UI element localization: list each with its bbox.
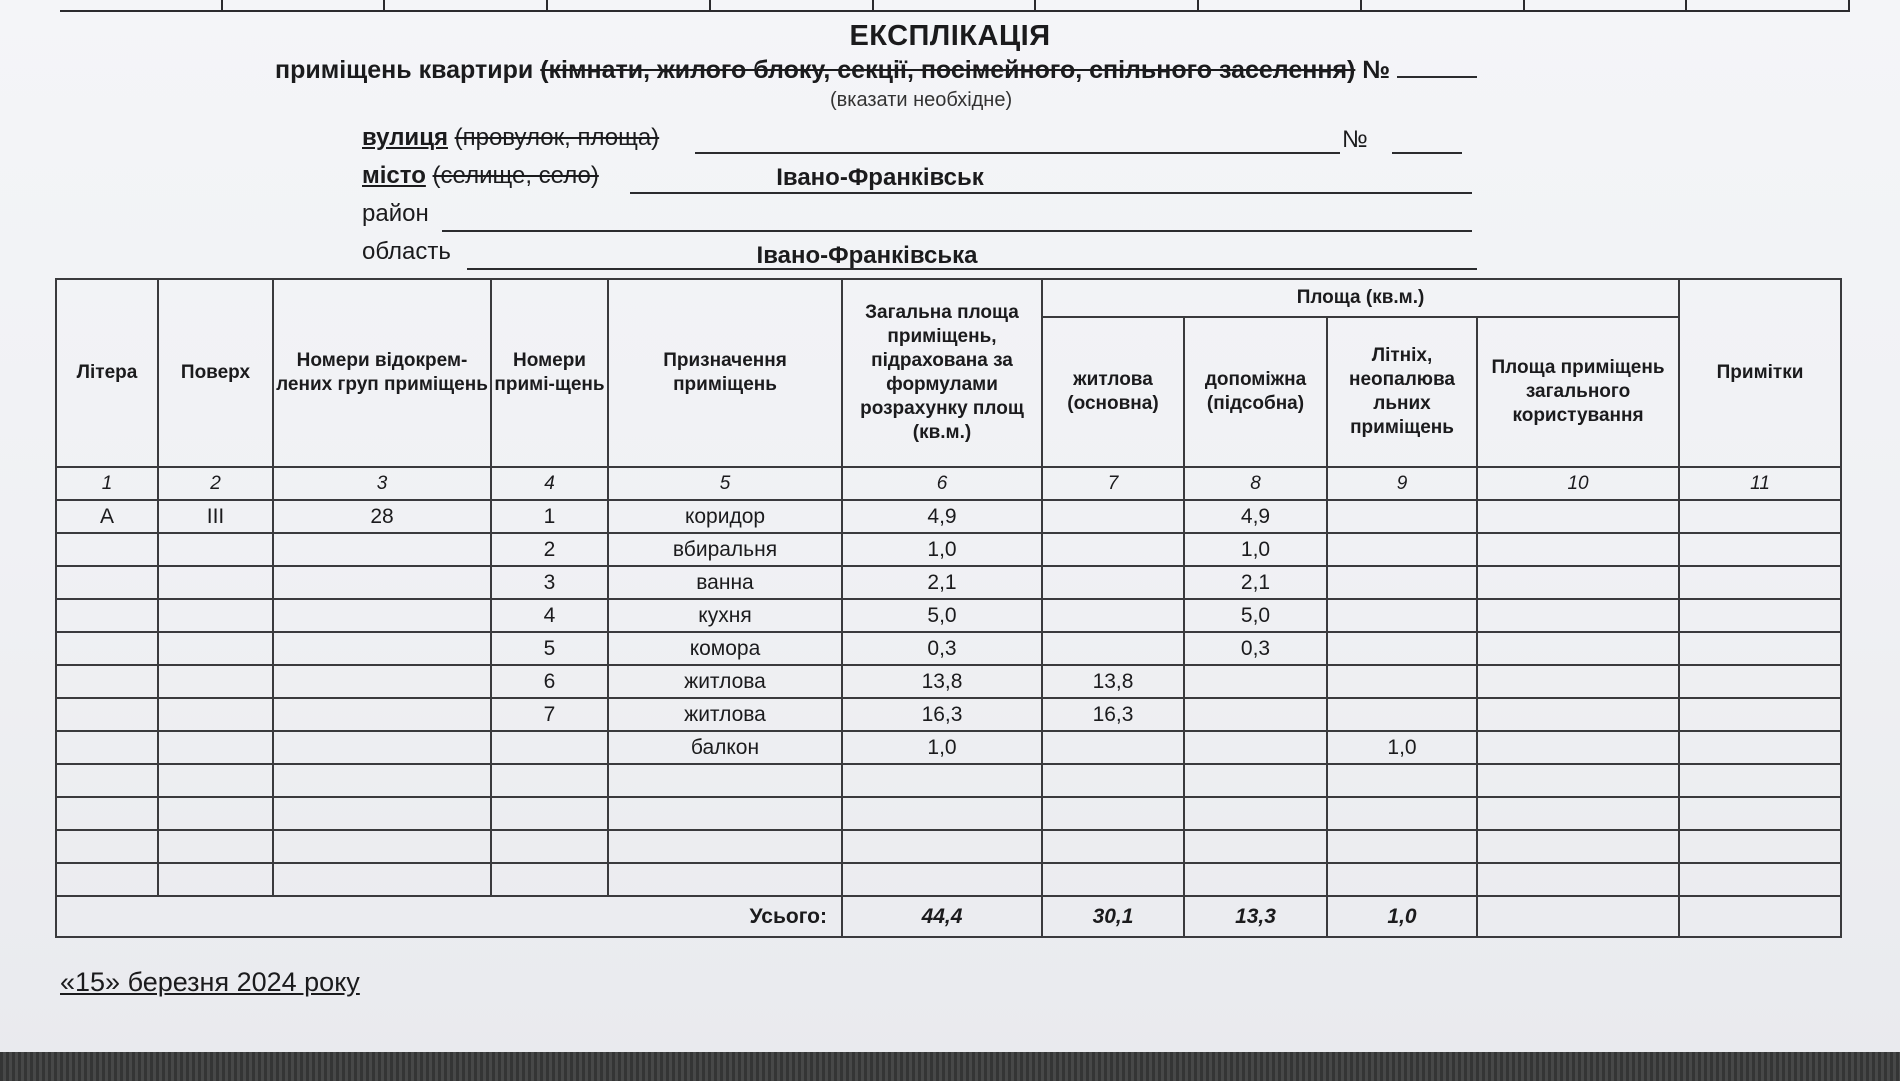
column-number: 6 (842, 467, 1042, 500)
floor-cell: III (158, 500, 273, 533)
room-number-cell: 4 (491, 599, 608, 632)
room-number-cell (491, 797, 608, 830)
common-area-cell (1477, 698, 1679, 731)
total-area-cell (842, 830, 1042, 863)
table-row (56, 599, 1841, 632)
living-area-cell (1042, 830, 1184, 863)
living-area-cell (1042, 500, 1184, 533)
explication-table (55, 278, 1842, 938)
floor-cell (158, 731, 273, 764)
previous-table-edge (60, 0, 1850, 12)
city-struck-options: (селище, село) (432, 162, 599, 189)
table-row (56, 731, 1841, 764)
header-litera: Літера (56, 279, 158, 467)
group-cell: 28 (273, 500, 491, 533)
district-field (362, 200, 1472, 234)
floor-cell (158, 830, 273, 863)
summer-area-cell (1327, 830, 1477, 863)
living-area-cell (1042, 764, 1184, 797)
totals-living: 30,1 (1042, 896, 1184, 937)
header-groups: Номери відокрем-лених груп приміщень (273, 279, 491, 467)
column-number: 9 (1327, 467, 1477, 500)
litera-cell: А (56, 500, 158, 533)
group-cell (273, 533, 491, 566)
litera-cell (56, 731, 158, 764)
notes-cell (1679, 566, 1841, 599)
region-value: Івано-Франківська (756, 242, 978, 269)
street-field (362, 124, 1462, 158)
table-row (56, 665, 1841, 698)
litera-cell (56, 797, 158, 830)
header-total-area: Загальна площа приміщень, підрахована за формулами розрахунку площ (кв.м.) (842, 279, 1042, 467)
totals-total-area: 44,4 (842, 896, 1042, 937)
floor-cell (158, 764, 273, 797)
house-number-blank (1392, 128, 1462, 154)
summer-area-cell (1327, 632, 1477, 665)
total-area-cell: 1,0 (842, 533, 1042, 566)
room-number-cell (491, 764, 608, 797)
room-number-cell (491, 830, 608, 863)
common-area-cell (1477, 632, 1679, 665)
table-row (56, 632, 1841, 665)
common-area-cell (1477, 566, 1679, 599)
total-area-cell: 5,0 (842, 599, 1042, 632)
column-number: 5 (608, 467, 842, 500)
floor-cell (158, 797, 273, 830)
auxiliary-area-cell (1184, 830, 1327, 863)
purpose-cell: коридор (608, 500, 842, 533)
total-area-cell: 1,0 (842, 731, 1042, 764)
purpose-cell: кухня (608, 599, 842, 632)
table-row (56, 830, 1841, 863)
notes-cell (1679, 698, 1841, 731)
room-number-cell (491, 863, 608, 896)
total-area-cell: 16,3 (842, 698, 1042, 731)
auxiliary-area-cell (1184, 698, 1327, 731)
floor-cell (158, 533, 273, 566)
table-row (56, 863, 1841, 896)
header-area-group: Площа (кв.м.) (1042, 279, 1679, 317)
header-floor: Поверх (158, 279, 273, 467)
purpose-cell: житлова (608, 665, 842, 698)
city-value: Івано-Франківськ (776, 164, 984, 191)
table-row (56, 533, 1841, 566)
auxiliary-area-cell: 0,3 (1184, 632, 1327, 665)
floor-cell (158, 632, 273, 665)
litera-cell (56, 566, 158, 599)
group-cell (273, 731, 491, 764)
auxiliary-area-cell: 1,0 (1184, 533, 1327, 566)
litera-cell (56, 764, 158, 797)
floor-cell (158, 665, 273, 698)
column-number: 10 (1477, 467, 1679, 500)
group-cell (273, 698, 491, 731)
room-number-cell: 5 (491, 632, 608, 665)
living-area-cell (1042, 599, 1184, 632)
purpose-cell: комора (608, 632, 842, 665)
document-subtitle (275, 56, 1477, 85)
subtitle-hint: (вказати необхідне) (830, 89, 1013, 111)
column-number: 8 (1184, 467, 1327, 500)
summer-area-cell (1327, 599, 1477, 632)
living-area-cell (1042, 533, 1184, 566)
purpose-cell: балкон (608, 731, 842, 764)
table-row (56, 500, 1841, 533)
floor-cell (158, 698, 273, 731)
column-number: 4 (491, 467, 608, 500)
totals-common (1477, 896, 1679, 937)
summer-area-cell (1327, 764, 1477, 797)
auxiliary-area-cell: 2,1 (1184, 566, 1327, 599)
common-area-cell (1477, 797, 1679, 830)
header-living: житлова (основна) (1042, 317, 1184, 467)
room-number-cell: 2 (491, 533, 608, 566)
notes-cell (1679, 533, 1841, 566)
auxiliary-area-cell (1184, 731, 1327, 764)
summer-area-cell (1327, 863, 1477, 896)
total-area-cell: 4,9 (842, 500, 1042, 533)
auxiliary-area-cell: 4,9 (1184, 500, 1327, 533)
column-number: 3 (273, 467, 491, 500)
subtitle-lead: приміщень квартири (275, 56, 534, 84)
table-row (56, 764, 1841, 797)
table-row (56, 698, 1841, 731)
street-struck-options: (провулок, площа) (454, 124, 660, 151)
summer-area-cell (1327, 797, 1477, 830)
header-auxiliary: допоміжна (підсобна) (1184, 317, 1327, 467)
notes-cell (1679, 500, 1841, 533)
apartment-number-blank (1397, 58, 1477, 78)
table-row (56, 797, 1841, 830)
group-cell (273, 863, 491, 896)
totals-summer: 1,0 (1327, 896, 1477, 937)
purpose-cell (608, 830, 842, 863)
living-area-cell (1042, 863, 1184, 896)
street-label: вулиця (362, 124, 448, 151)
purpose-cell (608, 764, 842, 797)
living-area-cell: 13,8 (1042, 665, 1184, 698)
total-area-cell (842, 797, 1042, 830)
notes-cell (1679, 863, 1841, 896)
notes-cell (1679, 830, 1841, 863)
summer-area-cell (1327, 665, 1477, 698)
notes-cell (1679, 731, 1841, 764)
common-area-cell (1477, 599, 1679, 632)
totals-notes (1679, 896, 1841, 937)
room-number-cell (491, 731, 608, 764)
common-area-cell (1477, 533, 1679, 566)
header-rooms: Номери примі-щень (491, 279, 608, 467)
totals-auxiliary: 13,3 (1184, 896, 1327, 937)
column-number: 1 (56, 467, 158, 500)
column-number-row (56, 467, 1841, 500)
summer-area-cell (1327, 500, 1477, 533)
subtitle-struck-options: (кімнати, жилого блоку, секції, посімейного, спільного заселення) (540, 56, 1356, 84)
auxiliary-area-cell (1184, 797, 1327, 830)
total-area-cell (842, 863, 1042, 896)
living-area-cell (1042, 731, 1184, 764)
notes-cell (1679, 797, 1841, 830)
living-area-cell: 16,3 (1042, 698, 1184, 731)
litera-cell (56, 632, 158, 665)
totals-row (56, 896, 1841, 937)
common-area-cell (1477, 665, 1679, 698)
city-label: місто (362, 162, 426, 189)
subtitle-number-sign: № (1362, 56, 1391, 84)
district-blank (442, 206, 1472, 232)
room-number-cell: 7 (491, 698, 608, 731)
column-number: 7 (1042, 467, 1184, 500)
table-body (56, 500, 1841, 896)
header-common: Площа приміщень загального користування (1477, 317, 1679, 467)
purpose-cell (608, 797, 842, 830)
common-area-cell (1477, 500, 1679, 533)
living-area-cell (1042, 797, 1184, 830)
notes-cell (1679, 599, 1841, 632)
summer-area-cell (1327, 698, 1477, 731)
header-purpose: Призначення приміщень (608, 279, 842, 467)
region-field (362, 238, 1477, 272)
house-number-sign: № (1342, 126, 1368, 153)
group-cell (273, 764, 491, 797)
room-number-cell: 6 (491, 665, 608, 698)
auxiliary-area-cell (1184, 665, 1327, 698)
common-area-cell (1477, 830, 1679, 863)
document-title: ЕКСПЛІКАЦІЯ (849, 20, 1051, 52)
living-area-cell (1042, 632, 1184, 665)
document-date: «15» березня 2024 року (60, 967, 360, 997)
group-cell (273, 632, 491, 665)
region-label: область (362, 238, 451, 265)
floor-cell (158, 566, 273, 599)
purpose-cell: ванна (608, 566, 842, 599)
total-area-cell: 2,1 (842, 566, 1042, 599)
auxiliary-area-cell (1184, 764, 1327, 797)
purpose-cell: вбиральня (608, 533, 842, 566)
group-cell (273, 797, 491, 830)
summer-area-cell: 1,0 (1327, 731, 1477, 764)
totals-label: Усього: (56, 896, 842, 937)
living-area-cell (1042, 566, 1184, 599)
litera-cell (56, 830, 158, 863)
group-cell (273, 830, 491, 863)
notes-cell (1679, 632, 1841, 665)
background-surface (0, 1052, 1900, 1081)
group-cell (273, 599, 491, 632)
purpose-cell (608, 863, 842, 896)
litera-cell (56, 863, 158, 896)
floor-cell (158, 599, 273, 632)
summer-area-cell (1327, 533, 1477, 566)
room-number-cell: 1 (491, 500, 608, 533)
auxiliary-area-cell: 5,0 (1184, 599, 1327, 632)
common-area-cell (1477, 863, 1679, 896)
room-number-cell: 3 (491, 566, 608, 599)
common-area-cell (1477, 764, 1679, 797)
total-area-cell: 13,8 (842, 665, 1042, 698)
column-number: 2 (158, 467, 273, 500)
street-blank (695, 128, 1340, 154)
litera-cell (56, 698, 158, 731)
floor-cell (158, 863, 273, 896)
notes-cell (1679, 764, 1841, 797)
notes-cell (1679, 665, 1841, 698)
column-number: 11 (1679, 467, 1841, 500)
common-area-cell (1477, 731, 1679, 764)
group-cell (273, 566, 491, 599)
district-label: район (362, 200, 429, 227)
litera-cell (56, 665, 158, 698)
summer-area-cell (1327, 566, 1477, 599)
auxiliary-area-cell (1184, 863, 1327, 896)
table-row (56, 566, 1841, 599)
purpose-cell: житлова (608, 698, 842, 731)
group-cell (273, 665, 491, 698)
header-summer: Літніх, неопалюва льних приміщень (1327, 317, 1477, 467)
header-notes: Примітки (1679, 279, 1841, 467)
total-area-cell (842, 764, 1042, 797)
litera-cell (56, 533, 158, 566)
city-field (362, 162, 1472, 196)
litera-cell (56, 599, 158, 632)
total-area-cell: 0,3 (842, 632, 1042, 665)
